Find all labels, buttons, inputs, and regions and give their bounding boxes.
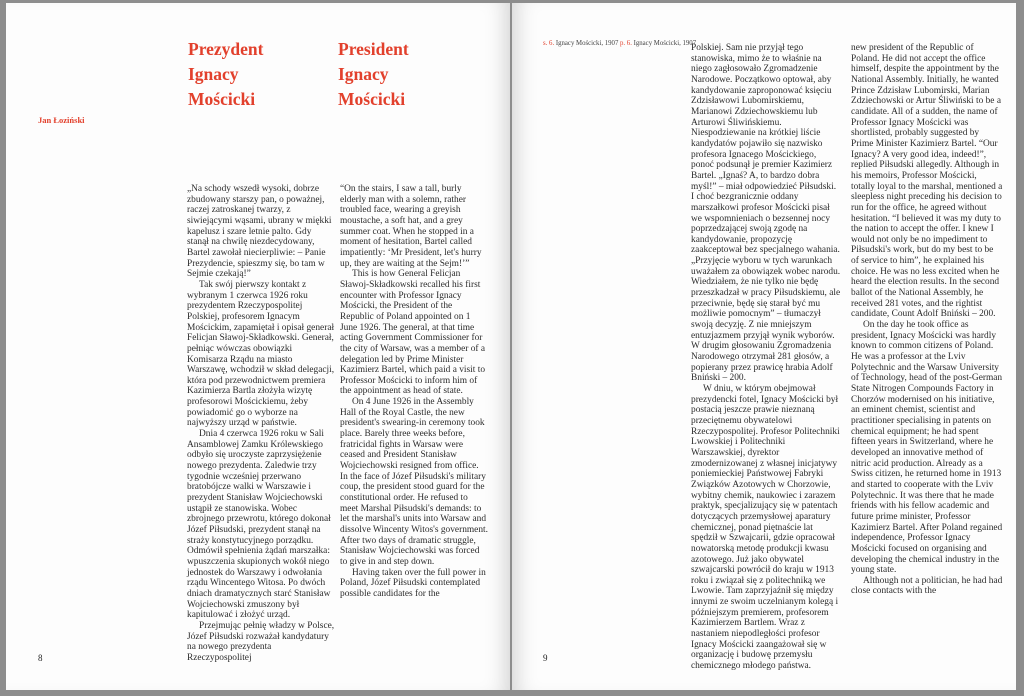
title-line: Ignacy xyxy=(338,64,389,84)
title-english xyxy=(338,37,409,112)
caption-text: Ignacy Mościcki, 1907 xyxy=(555,40,619,47)
paragraph: W dniu, w którym obejmował prezydencki fotel, Ignacy Mościcki był postacią jeszcze prawie nieznaną przeciętnemu obywatelowi Rzeczypospolitej. Profesor Politechniki Lwowskiej i Politechniki Warszawskiej, dyrektor zmodernizowanej z własnej inicjatywy poniemieckiej Państwowej Fabryki Związków Azotowych w Chorzowie, wybitny chemik, naukowiec i zarazem praktyk, specjalizujący się w patentach dotyczących przemysłowej aparatury chemicznej, ponad piętnaście lat spędził w Szwajcarii, gdzie opracował nowatorską metodę produkcji kwasu azotowego. Już jako obywatel szwajcarski powrócił do kraju w 1913 roku i związał się z politechniką we Lwowie. Tam zaprzyjaźnił się między innymi ze swoim uczelnianym kolegą i późniejszym premierem, profesorem Kazimierzem Bartlem. Wraz z nastaniem niepodległości profesor Ignacy Mościcki zaangażował się w organizację i budowę przemysłu chemicznego młodego państwa. xyxy=(691,384,840,672)
paragraph: “On the stairs, I saw a tall, burly elderly man with a solemn, rather troubled face, wearing a greyish moustache, a soft hat, and a grey summer coat. When he stopped in a moment of hesitation, Bartel called impatiently: ‘Mr President, let's hurry up, they are waiting at the Sejm!’” xyxy=(340,184,482,269)
paragraph: On 4 June 1926 in the Assembly Hall of the Royal Castle, the new president's swearing-in ceremony took place. Barely three weeks before, fratricidal fights in Warsaw were ceased and President Stanisław Wojciechowski resigned from office. In the face of Józef Piłsudski's military coup, the president stood guard for the constitutional order. He refused to meet Marshal Piłsudski's demands: to let the marshal's units into Warsaw and dissolve Wincenty Witos's government. After two days of dramatic struggle, Stanisław Wojciechowski was forced to give in and step down. xyxy=(340,397,488,567)
paragraph: „Na schody wszedł wysoki, dobrze zbudowany starszy pan, o poważnej, raczej zatroskanej twarzy, z siwiejącymi wąsami, ubrany w miękki kapelusz i szare letnie palto. Gdy stanął na chwilę niezdecydowany, Bartel zawołał niecierpliwie: – Panie Prezydencie, spieszmy się, bo tam w Sejmie czekają!” xyxy=(187,184,332,280)
photo-caption-polish xyxy=(543,40,623,48)
title-line: Ignacy xyxy=(188,64,239,84)
column-english xyxy=(851,43,1003,597)
caption-ref: s. 6. xyxy=(543,40,555,47)
photo-caption-english xyxy=(620,40,700,48)
paragraph: Dnia 4 czerwca 1926 roku w Sali Ansamblowej Zamku Królewskiego odbyło się uroczyste zaprzysiężenie nowego prezydenta. Zaledwie trzy tygodnie wcześniej przerwano bratobójcze walki w Warszawie i prezydent Stanisław Wojciechowski ustąpił ze stanowiska. Wobec zbrojnego przewrotu, którego dokonał Józef Piłsudski, prezydent stanął na straży konstytucyjnego porządku. Odmówił spełnienia żądań marszałka: wpuszczenia skupionych wokół niego jednostek do Warszawy i odwołania rządu Wincentego Witosa. Po dwóch dniach dramatycznych starć Stanisław Wojciechowski zmuszony był kapitulować i złożyć urząd. xyxy=(187,429,331,621)
caption-ref: p. 6. xyxy=(620,40,632,47)
title-line: President xyxy=(338,39,409,59)
paragraph: Polskiej. Sam nie przyjął tego stanowiska, mimo że to właśnie na niego zagłosowało Zgromadzenie Narodowe. Początkowo optował, aby kandydowanie zaproponować księciu Zdzisławowi Lubomirskiemu, Marianowi Zdziechowskiemu lub Arturowi Śliwińskiemu. Niespodziewanie na krótkiej liście kandydatów pojawiło się nazwisko profesora Ignacego Mościckiego, ponoć podsunął je premier Kazimierz Bartel. „Ignaś? A, to bardzo dobra myśl!” – miał odpowiedzieć Piłsudski. I choć bezgranicznie oddany marszałkowi profesor Mościcki pisał we wspomnieniach o bezsennej nocy poprzedzającej swoją zgodę na kandydowanie, propozycję zaakceptował bez specjalnego wahania. „Przyjęcie wyboru w tych warunkach uważałem za obowiązek wobec narodu. Wiedziałem, że nie tylko nie będę przeszkadzał w pracy Piłsudskiemu, ale przeciwnie, będę się starał być mu możliwie pomocnym” – tłumaczył swoją decyzję. Z nie mniejszym entuzjazmem przyjął wynik wyborów. W drugim głosowaniu Zgromadzenia Narodowego otrzymał 281 głosów, a popierany przez prawicę hrabia Adolf Bniński – 200. xyxy=(691,43,841,384)
title-line: Mościcki xyxy=(338,89,406,109)
column-polish xyxy=(691,43,841,672)
paragraph: new president of the Republic of Poland. He did not accept the office himself, despite the appointment by the National Assembly. Initially, he wanted Prince Zdzisław Lubomirski, Marian Zdziechowski or Artur Śliwiński to be a candidate. All of a sudden, the name of Professor Ignacy Mościcki was shortlisted, probably suggested by Prime Minister Kazimierz Bartel. “Our Ignacy? A very good idea, indeed!”, replied Piłsudski allegedly. Although in his memoirs, Professor Mościcki, totally loyal to the marshal, mentioned a sleepless night preceding his decision to run for the office, he agreed without hesitation. “I believed it was my duty to the nation to accept the offer. I knew I would not only be no impediment to Piłsudski's work, but do my best to be of service to him”, he explained his choice. He was no less excited when he heard the election results. In the second ballot of the National Assembly, he received 281 votes, and the rightist candidate, Count Adolf Bniński – 200. xyxy=(851,43,1003,320)
column-polish xyxy=(187,184,335,664)
paragraph: On the day he took office as president, Ignacy Mościcki was hardly known to common citizens of Poland. He was a professor at the Lviv Polytechnic and the Warsaw University of Technology, head of the post-German State Nitrogen Compounds Factory in Chorzów modernised on his initiative, an eminent chemist, scientist and practitioner specialising in patents on chemical equipment; he had spent fifteen years in Switzerland, where he developed an innovative method of nitric acid production. Already as a Swiss citizen, he returned home in 1913 and started to cooperate with the Lviv Polytechnic. It was there that he made friends with his fellow academic and future prime minister, Professor Kazimierz Bartel. After Poland regained independence, Professor Ignacy Mościcki focused on organising and developing the chemical industry in the young state. xyxy=(851,320,1003,576)
paragraph: Przejmując pełnię władzy w Polsce, Józef Piłsudski rozważał kandydatury na nowego prezydenta Rzeczypospolitej xyxy=(187,620,335,663)
page-number: 9 xyxy=(543,653,548,663)
page-number: 8 xyxy=(38,653,43,663)
right-page xyxy=(512,3,1016,690)
paragraph: Although not a politician, he had had close contacts with the xyxy=(851,575,1003,597)
title-polish xyxy=(188,37,264,112)
paragraph: This is how General Felicjan Sławoj-Składkowski recalled his first encounter with Professor Ignacy Mościcki, the President of the Republic of Poland appointed on 1 June 1926. The general, at that time acting Government Commissioner for the city of Warsaw, was a member of a delegation led by Prime Minister Kazimierz Bartel, which paid a visit to Professor Mościcki to inform him of the appointment as head of state. xyxy=(340,269,486,397)
caption-text: Ignacy Mościcki, 1907 xyxy=(633,40,697,47)
title-line: Mościcki xyxy=(188,89,256,109)
title-line: Prezydent xyxy=(188,39,264,59)
paragraph: Having taken over the full power in Poland, Józef Piłsudski contemplated possible candidates for the xyxy=(340,567,486,599)
column-english xyxy=(340,184,488,600)
left-page xyxy=(6,3,510,690)
author-name: Jan Łoziński xyxy=(38,115,85,125)
paragraph: Tak swój pierwszy kontakt z wybranym 1 czerwca 1926 roku prezydentem Rzeczypospolitej Polskiej, profesorem Ignacym Mościckim, zapamiętał i opisał generał Felicjan Sławoj-Składkowski. Generał, pełniąc wówczas obowiązki Komisarza Rządu na miasto Warszawę, wchodził w skład delegacji, która pod przewodnictwem premiera Kazimierza Bartla złożyła wizytę profesorowi Mościckiemu, żeby powiadomić go o wyborze na najwyższy urząd w państwie. xyxy=(187,279,335,429)
